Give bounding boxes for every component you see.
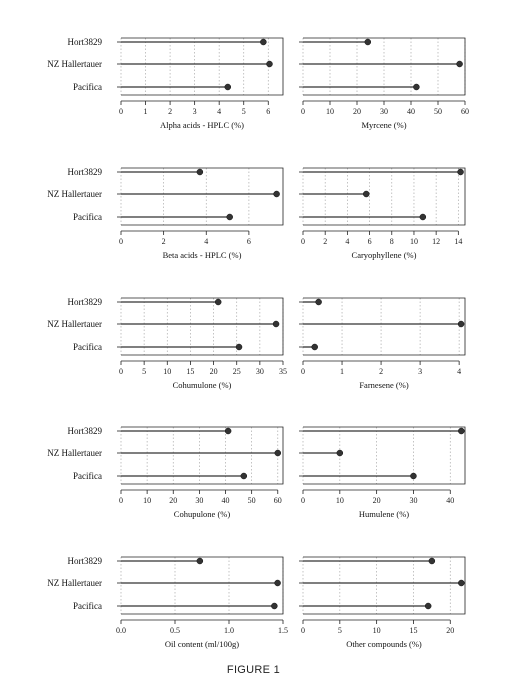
x-tick-label: 6 <box>367 237 372 246</box>
x-tick-label: 4 <box>345 237 350 246</box>
category-label: NZ Hallertauer <box>47 319 102 329</box>
category-label: Hort3829 <box>67 37 102 47</box>
category-label: Pacifica <box>73 601 102 611</box>
x-tick-label: 1.5 <box>278 626 288 635</box>
data-point <box>274 191 280 197</box>
x-axis-title: Caryophyllene (%) <box>351 250 417 260</box>
data-point <box>425 603 431 609</box>
x-tick-label: 5 <box>337 626 342 635</box>
x-tick-label: 50 <box>434 107 442 116</box>
x-tick-label: 10 <box>335 496 344 505</box>
x-tick-label: 20 <box>353 107 361 116</box>
category-label: Pacifica <box>73 342 102 352</box>
category-label: Hort3829 <box>67 556 102 566</box>
data-point <box>197 558 203 564</box>
x-tick-label: 10 <box>143 496 152 505</box>
category-label: Hort3829 <box>67 426 102 436</box>
data-point <box>337 450 343 456</box>
data-point <box>227 214 233 220</box>
data-point <box>410 473 416 479</box>
x-tick-label: 10 <box>163 367 172 376</box>
data-point <box>312 344 318 350</box>
data-point <box>275 580 281 586</box>
x-axis-title: Farnesene (%) <box>359 380 409 390</box>
x-tick-label: 6 <box>266 107 271 116</box>
x-tick-label: 2 <box>168 107 173 116</box>
category-label: Hort3829 <box>67 167 102 177</box>
x-tick-label: 5 <box>142 367 147 376</box>
x-axis-title: Beta acids - HPLC (%) <box>162 250 242 260</box>
x-tick-label: 1 <box>340 367 345 376</box>
category-label: NZ Hallertauer <box>47 578 102 588</box>
x-axis-title: Myrcene (%) <box>361 120 407 130</box>
x-axis-title: Oil content (ml/100g) <box>164 639 240 649</box>
x-tick-label: 30 <box>380 107 388 116</box>
category-label: Pacifica <box>73 82 102 92</box>
data-point <box>365 39 371 45</box>
x-axis-title: Humulene (%) <box>358 509 410 519</box>
x-tick-label: 0 <box>301 496 305 505</box>
x-tick-label: 2 <box>161 237 166 246</box>
x-tick-label: 1 <box>143 107 148 116</box>
figure-caption: FIGURE 1 <box>226 664 281 676</box>
x-tick-label: 4 <box>457 367 462 376</box>
x-tick-label: 0 <box>119 367 123 376</box>
category-label: Pacifica <box>73 471 102 481</box>
x-axis-title: Cohumulone (%) <box>172 380 232 390</box>
x-tick-label: 20 <box>372 496 381 505</box>
panel-frame <box>303 298 465 355</box>
x-tick-label: 3 <box>418 367 423 376</box>
x-tick-label: 0 <box>119 237 123 246</box>
x-tick-label: 30 <box>255 367 264 376</box>
data-point <box>271 603 277 609</box>
x-tick-label: 20 <box>446 626 455 635</box>
x-tick-label: 0 <box>301 237 305 246</box>
x-axis-title: Other compounds (%) <box>346 639 422 649</box>
x-tick-label: 20 <box>209 367 218 376</box>
data-point <box>420 214 426 220</box>
x-tick-label: 20 <box>169 496 178 505</box>
data-point <box>215 299 221 305</box>
data-point <box>458 428 464 434</box>
data-point <box>267 61 273 67</box>
x-tick-label: 60 <box>273 496 282 505</box>
x-tick-label: 10 <box>372 626 381 635</box>
x-tick-label: 35 <box>279 367 287 376</box>
data-point <box>458 580 464 586</box>
x-tick-label: 8 <box>389 237 394 246</box>
x-tick-label: 10 <box>409 237 418 246</box>
x-tick-label: 0 <box>301 107 305 116</box>
data-point <box>197 169 203 175</box>
data-point <box>241 473 247 479</box>
x-axis-title: Cohupulone (%) <box>173 509 231 519</box>
data-point <box>457 61 463 67</box>
x-tick-label: 2 <box>323 237 328 246</box>
data-point <box>458 169 464 175</box>
x-tick-label: 50 <box>247 496 256 505</box>
x-tick-label: 15 <box>409 626 418 635</box>
data-point <box>363 191 369 197</box>
x-axis-title: Alpha acids - HPLC (%) <box>159 120 245 130</box>
x-tick-label: 30 <box>195 496 204 505</box>
x-tick-label: 15 <box>186 367 195 376</box>
category-label: Pacifica <box>73 212 102 222</box>
x-tick-label: 60 <box>461 107 469 116</box>
x-tick-label: 40 <box>446 496 455 505</box>
data-point <box>225 84 231 90</box>
data-point <box>458 321 464 327</box>
x-tick-label: 0.0 <box>116 626 126 635</box>
data-point <box>260 39 266 45</box>
x-tick-label: 0 <box>301 626 305 635</box>
x-tick-label: 3 <box>192 107 197 116</box>
x-tick-label: 40 <box>221 496 230 505</box>
x-tick-label: 2 <box>379 367 384 376</box>
x-tick-label: 12 <box>432 237 441 246</box>
data-point <box>273 321 279 327</box>
category-label: NZ Hallertauer <box>47 448 102 458</box>
x-tick-label: 0 <box>119 496 123 505</box>
data-point <box>275 450 281 456</box>
x-tick-label: 1.0 <box>224 626 234 635</box>
data-point <box>316 299 322 305</box>
x-tick-label: 40 <box>407 107 415 116</box>
data-point <box>225 428 231 434</box>
x-tick-label: 5 <box>241 107 246 116</box>
x-tick-label: 30 <box>409 496 418 505</box>
x-tick-label: 4 <box>217 107 222 116</box>
x-tick-label: 0.5 <box>170 626 180 635</box>
x-tick-label: 0 <box>301 367 305 376</box>
x-tick-label: 6 <box>246 237 251 246</box>
data-point <box>429 558 435 564</box>
x-tick-label: 0 <box>119 107 123 116</box>
x-tick-label: 25 <box>232 367 241 376</box>
data-point <box>413 84 419 90</box>
category-label: NZ Hallertauer <box>47 59 102 69</box>
x-tick-label: 10 <box>326 107 334 116</box>
x-tick-label: 4 <box>204 237 209 246</box>
data-point <box>236 344 242 350</box>
x-tick-label: 14 <box>454 237 463 246</box>
category-label: Hort3829 <box>67 297 102 307</box>
category-label: NZ Hallertauer <box>47 189 102 199</box>
